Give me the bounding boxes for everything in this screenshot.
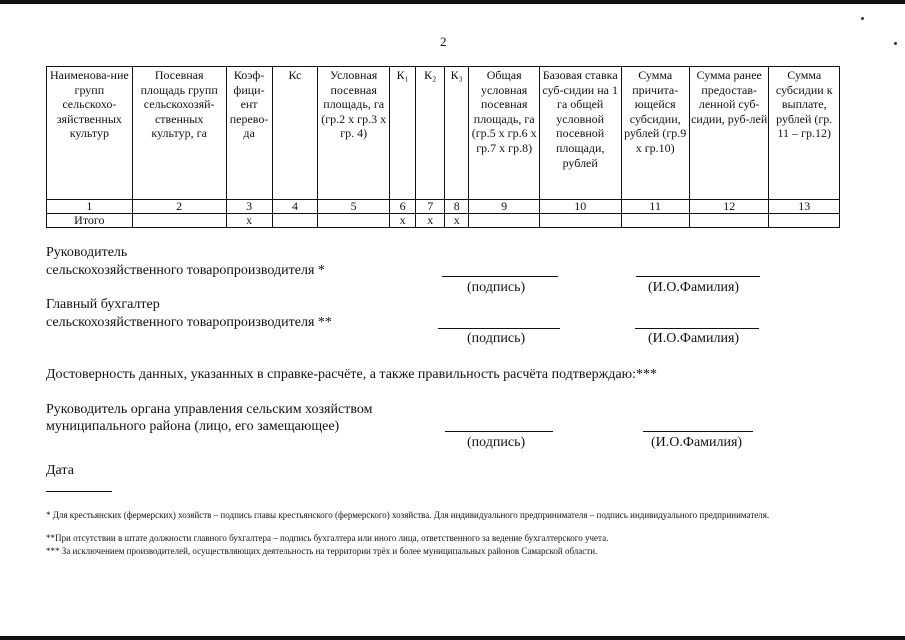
total-cell [769, 214, 840, 228]
header-cell: Наименова-ние групп сельскохо-зяйственных культур [47, 67, 133, 200]
column-number-cell: 8 [444, 200, 468, 214]
total-cell: х [226, 214, 272, 228]
total-row [47, 214, 840, 228]
header-cell: К₁ [389, 67, 416, 200]
total-cell: х [416, 214, 445, 228]
agency-name-label: (И.О.Фамилия) [651, 435, 743, 450]
header-cell: Сумма субсидии к выплате, рублей (гр. 11 – гр.12) [769, 67, 840, 200]
column-number-cell: 2 [132, 200, 226, 214]
total-cell [621, 214, 689, 228]
footnote-separator [46, 491, 112, 492]
head-name-label: (И.О.Фамилия) [648, 280, 740, 295]
subsidy-calculation-table [46, 66, 840, 228]
header-cell: Кс [272, 67, 318, 200]
total-cell [539, 214, 621, 228]
accountant-name-label: (И.О.Фамилия) [648, 331, 740, 346]
column-number-cell: 1 [47, 200, 133, 214]
header-cell: Посевная площадь групп сельскохозяй-ственных культур, га [132, 67, 226, 200]
confirmation-text: Достоверность данных, указанных в справке-расчёте, а также правильность расчёта подтверждаю:*** [46, 367, 658, 382]
agency-signature-line[interactable] [445, 431, 553, 432]
accountant-title-line1: Главный бухгалтер [46, 297, 160, 312]
column-number-cell: 6 [389, 200, 416, 214]
column-number-cell: 9 [469, 200, 539, 214]
agency-name-line[interactable] [643, 431, 753, 432]
total-cell [318, 214, 389, 228]
agency-signature-label: (подпись) [467, 435, 526, 450]
scan-speck [894, 42, 897, 45]
head-signature-line[interactable] [442, 276, 558, 277]
table-header-row [47, 67, 840, 200]
column-number-cell: 12 [689, 200, 769, 214]
agency-title-line1: Руководитель органа управления сельским хозяйством [46, 402, 373, 417]
total-cell: х [389, 214, 416, 228]
accountant-name-line[interactable] [635, 328, 759, 329]
accountant-title-line2: сельскохозяйственного товаропроизводителя ** [46, 315, 332, 330]
column-number-cell: 4 [272, 200, 318, 214]
header-cell: К₃ [444, 67, 468, 200]
footnote-3: *** За исключением производителей, осуществляющих деятельность на территории трёх и более муниципальных районов Самарской области. [46, 546, 598, 556]
agency-title-line2: муниципального района (лицо, его замещающее) [46, 419, 340, 434]
header-cell: Условная посевная площадь, га (гр.2 х гр.3 х гр. 4) [318, 67, 389, 200]
header-cell: Базовая ставка суб-сидии на 1 га общей условной посевной площади, рублей [539, 67, 621, 200]
scan-speck [861, 17, 864, 20]
accountant-signature-line[interactable] [438, 328, 560, 329]
header-cell: Сумма ранее предостав-ленной суб-сидии, руб-лей [689, 67, 769, 200]
total-cell [469, 214, 539, 228]
column-number-cell: 11 [621, 200, 689, 214]
accountant-signature-label: (подпись) [467, 331, 526, 346]
total-cell [272, 214, 318, 228]
header-cell: К₂ [416, 67, 445, 200]
column-number-cell: 7 [416, 200, 445, 214]
total-cell [689, 214, 769, 228]
column-number-cell: 13 [769, 200, 840, 214]
head-name-line[interactable] [636, 276, 760, 277]
header-cell: Общая условная посевная площадь, га (гр.5 х гр.6 х гр.7 х гр.8) [469, 67, 539, 200]
page-bottom-border [0, 636, 905, 640]
total-cell [132, 214, 226, 228]
head-title-line1: Руководитель [46, 245, 128, 260]
footnote-1: * Для крестьянских (фермерских) хозяйств – подпись главы крестьянского (фермерского) хозяйства. Для индивидуального предпринимателя – подпись индивидуального предпринимателя. [46, 510, 770, 520]
column-number-cell: 3 [226, 200, 272, 214]
column-number-cell: 10 [539, 200, 621, 214]
page-top-border [0, 0, 905, 4]
head-signature-label: (подпись) [467, 280, 526, 295]
header-cell: Коэф-фици-ент перево-да [226, 67, 272, 200]
column-number-cell: 5 [318, 200, 389, 214]
date-label: Дата [46, 463, 74, 478]
head-title-line2: сельскохозяйственного товаропроизводителя * [46, 263, 325, 278]
column-number-row [47, 200, 840, 214]
page-number: 2 [440, 34, 447, 49]
header-cell: Сумма причита-ющейся субсидии, рублей (гр.9 х гр.10) [621, 67, 689, 200]
total-cell: Итого [47, 214, 133, 228]
footnote-2: **При отсутствии в штате должности главного бухгалтера – подпись бухгалтера или иного лица, ответственного за ведение бухгалтерского учета. [46, 533, 609, 543]
total-cell: х [444, 214, 468, 228]
